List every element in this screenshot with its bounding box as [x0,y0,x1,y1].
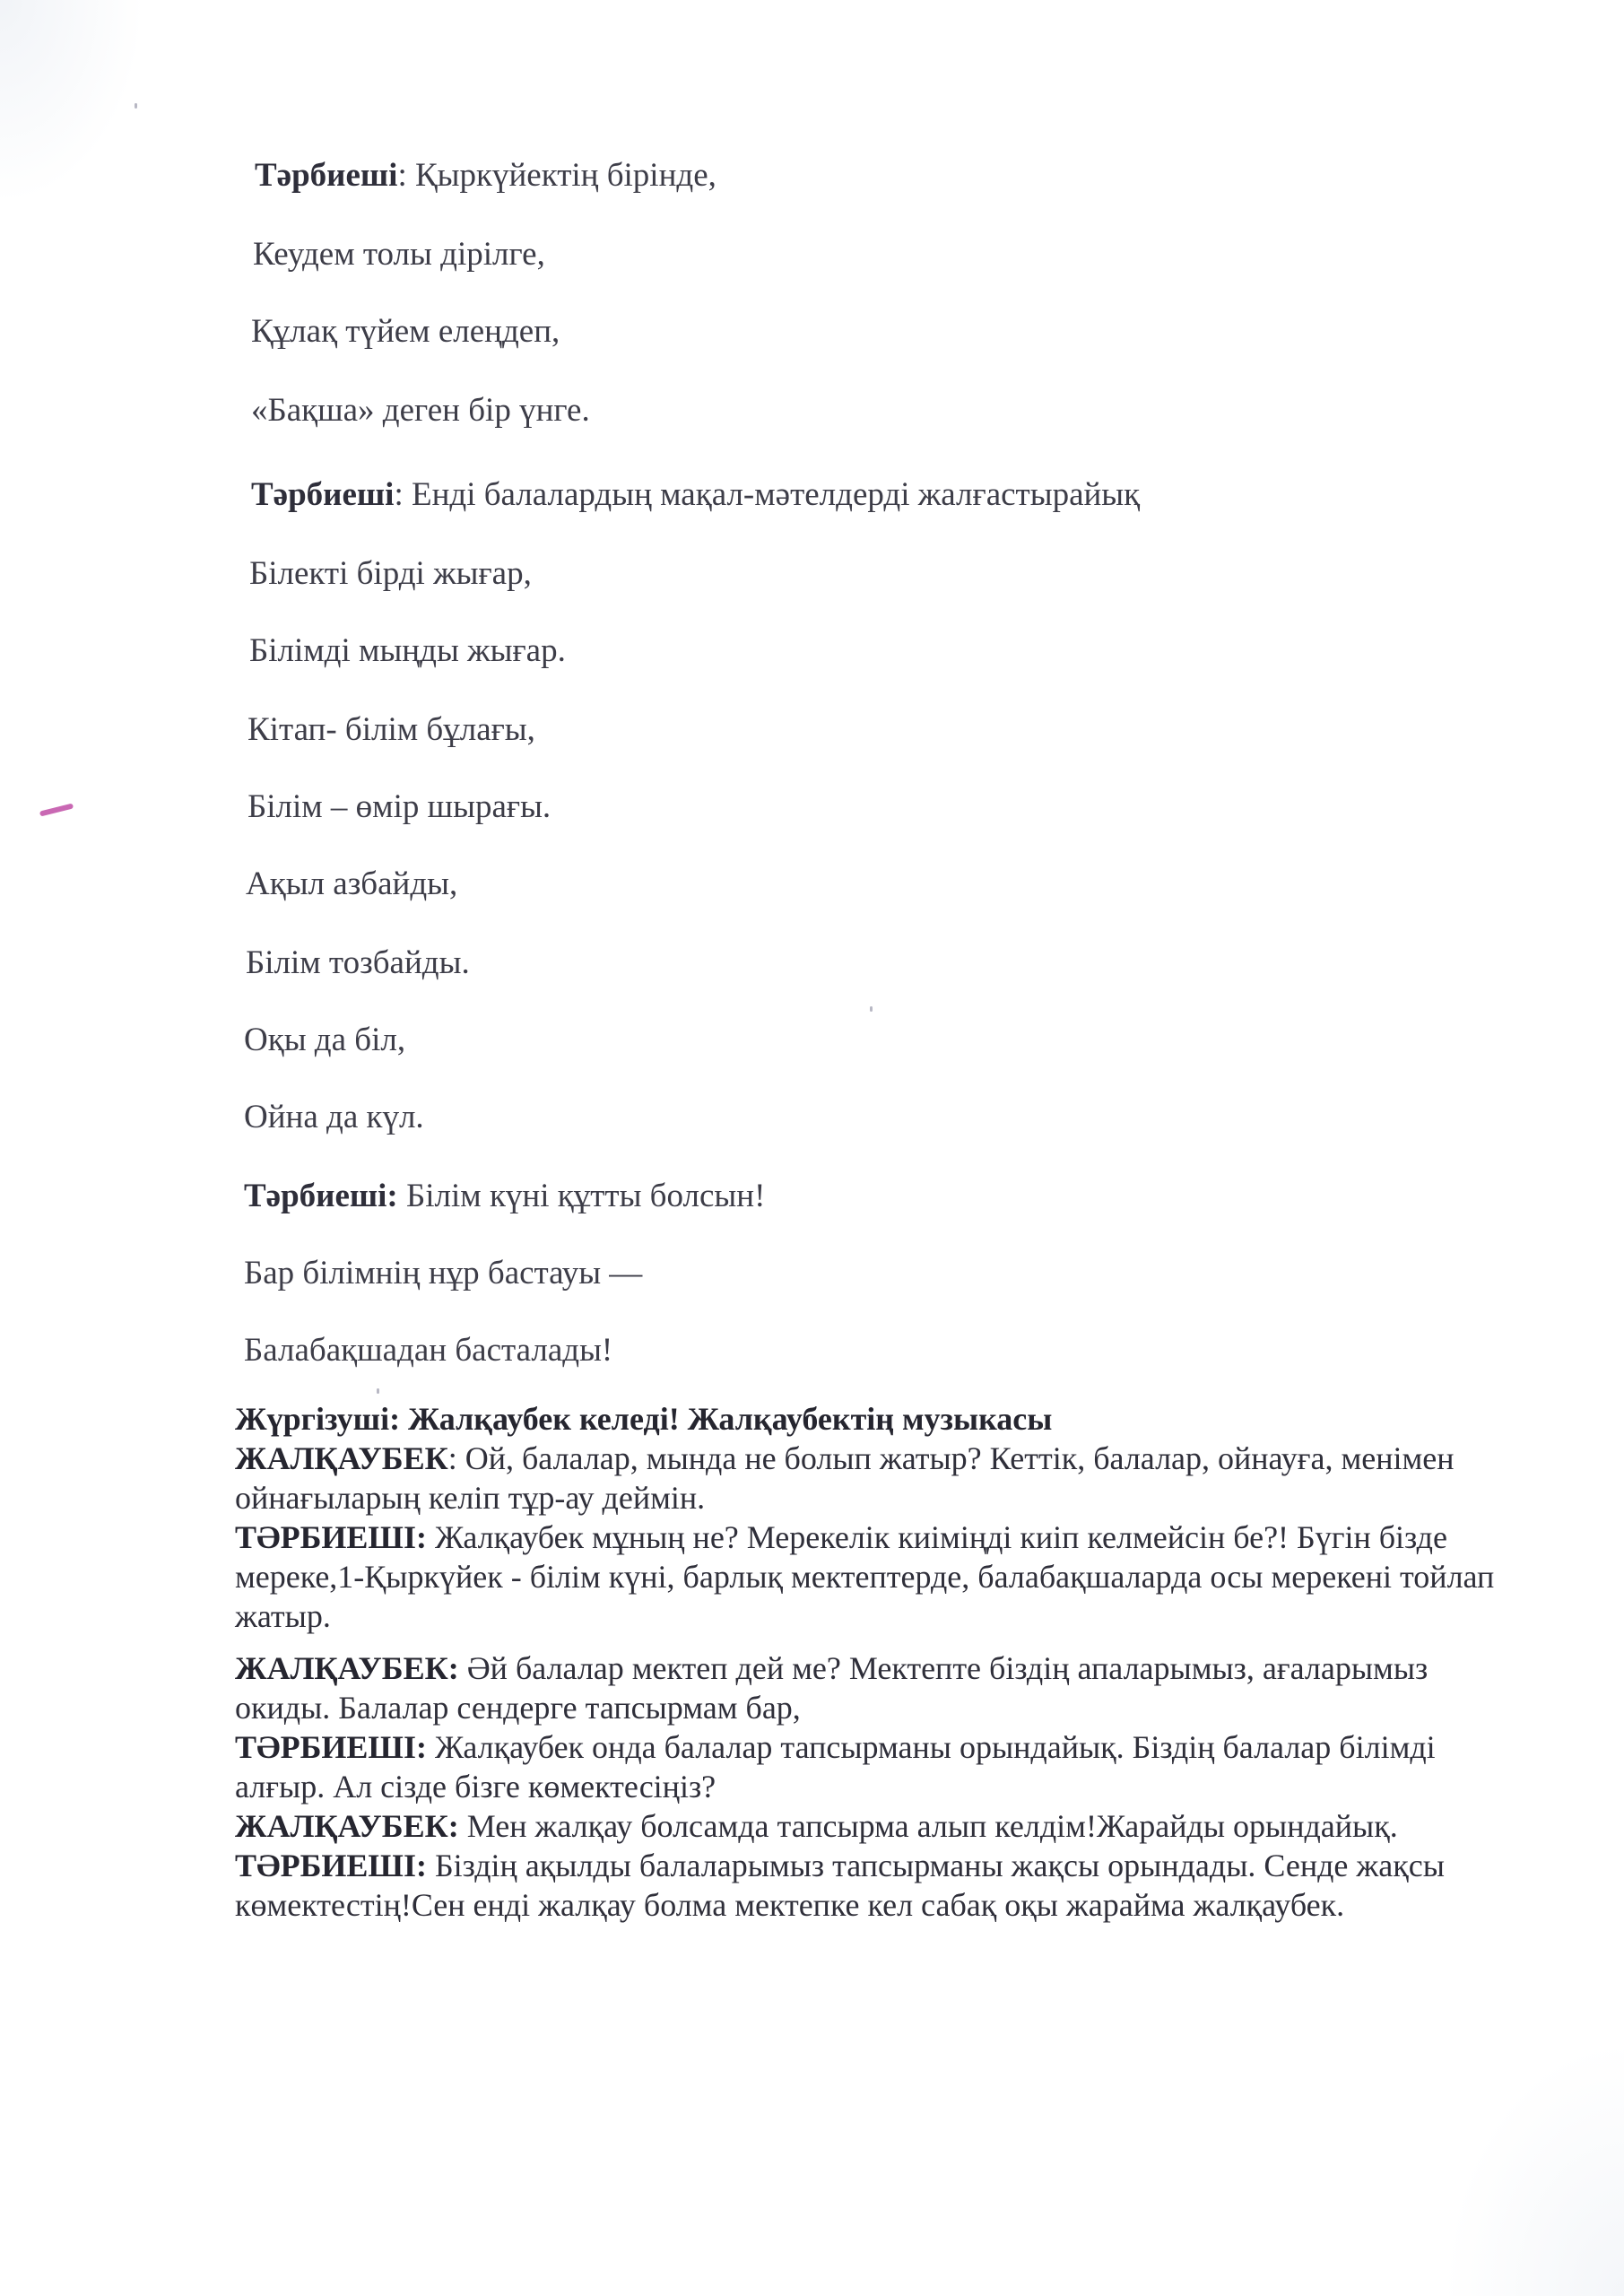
speaker-label: ТӘРБИЕШІ: [235,1519,427,1555]
dialogue-line [235,1518,1526,1636]
dialogue-block [235,1399,1526,1925]
verse-line [246,944,470,983]
intro-text: Жүргізуші: Жалқаубек келеді! Жалқаубектің музыкасы [235,1401,1053,1437]
verse-line [246,865,457,904]
line-text: Кітап- білім бұлағы, [248,711,535,748]
verse-line [248,787,551,827]
verse-line [244,1021,405,1060]
line-text: Ақыл азбайды, [246,865,458,902]
line-text: Білекті бірді жығар, [249,555,532,592]
line-text: Білім – өмір шырағы. [248,788,551,825]
dialogue-intro [235,1399,1526,1439]
speaker-label: Тәрбиеші: [244,1178,398,1214]
dialogue-line [235,1648,1526,1727]
verse-line [249,554,532,594]
line-text: Әй балалар мектеп дей ме? Мектепте біздің апаларымыз, ағаларымыз окиды. Балалар сендерге тапсырмам бар, [235,1650,1429,1726]
line-text: : Қыркүйектің бірінде, [397,157,716,194]
speaker-label: ЖАЛҚАУБЕК: [235,1808,459,1844]
line-text: Бар білімнің нұр бастауы — [244,1255,643,1292]
line-text: Ойна да күл. [244,1099,424,1135]
line-text: Оқы да біл, [244,1022,406,1058]
dialogue-line [235,1727,1526,1806]
verse-line [244,1177,765,1216]
dialogue-line [235,1846,1526,1925]
line-text: Білім тозбайды. [246,944,470,981]
dialogue-line [235,1439,1526,1518]
verse-line [244,1254,642,1293]
dialogue-line [235,1806,1526,1846]
line-text: Біздің ақылды балаларымыз тапсырманы жақсы орындады. Сенде жақсы көмектестің!Сен енді жалқау болма мектепке кел сабақ оқы жарайма жалқаубек. [235,1848,1445,1923]
line-text: Білімді мыңды жығар. [249,632,566,669]
speaker-label: Тәрбиеші [255,157,398,194]
verse-line [249,631,566,671]
line-text: : Ой, балалар, мында не болып жатыр? Кеттік, балалар, ойнауға, менімен ойнағыларың келіп тұр-ау деймін. [235,1440,1455,1516]
line-text: «Бақша» деген бір үнге. [251,392,590,429]
verse-line [251,391,590,430]
line-text: Жалқаубек мұның не? Мерекелік киіміңді киіп келмейсін бе?! Бүгін бізде мереке,1-Қыркүйек - білім күні, барлық мектептерде, балабақшаларда осы мерекені тойлап жатыр. [235,1519,1495,1634]
verse-line [255,156,716,196]
speaker-label: Тәрбиеші [251,476,395,513]
verse-line [244,1331,612,1370]
verse-line [251,475,1140,515]
dust-speck [377,1388,379,1394]
verse-line [253,235,545,274]
pen-mark [39,803,74,816]
speaker-label: ЖАЛҚАУБЕК [235,1440,448,1476]
line-text: Мен жалқау болсамда тапсырма алып келдім!Жарайды орындайық. [458,1808,1398,1844]
line-text: Жалқаубек онда балалар тапсырманы орындайық. Біздің балалар білімді алғыр. Ал сізде бізге көмектесіңіз? [235,1729,1436,1805]
line-text: Білім күні құтты болсын! [397,1178,766,1214]
verse-line [244,1098,424,1137]
speaker-label: ТӘРБИЕШІ: [235,1729,427,1765]
speaker-label: ТӘРБИЕШІ: [235,1848,427,1883]
line-text: Балабақшадан басталады! [244,1332,613,1369]
dust-speck [870,1006,873,1012]
line-text: Құлақ түйем елеңдеп, [251,313,560,350]
line-text: : Енді балалардың мақал-мәтелдерді жалғастырайық [394,476,1141,513]
verse-line [251,312,560,352]
line-text: Кеудем толы дірілге, [253,236,545,273]
speaker-label: ЖАЛҚАУБЕК: [235,1650,459,1686]
dust-speck [135,103,137,109]
verse-line [248,710,535,750]
